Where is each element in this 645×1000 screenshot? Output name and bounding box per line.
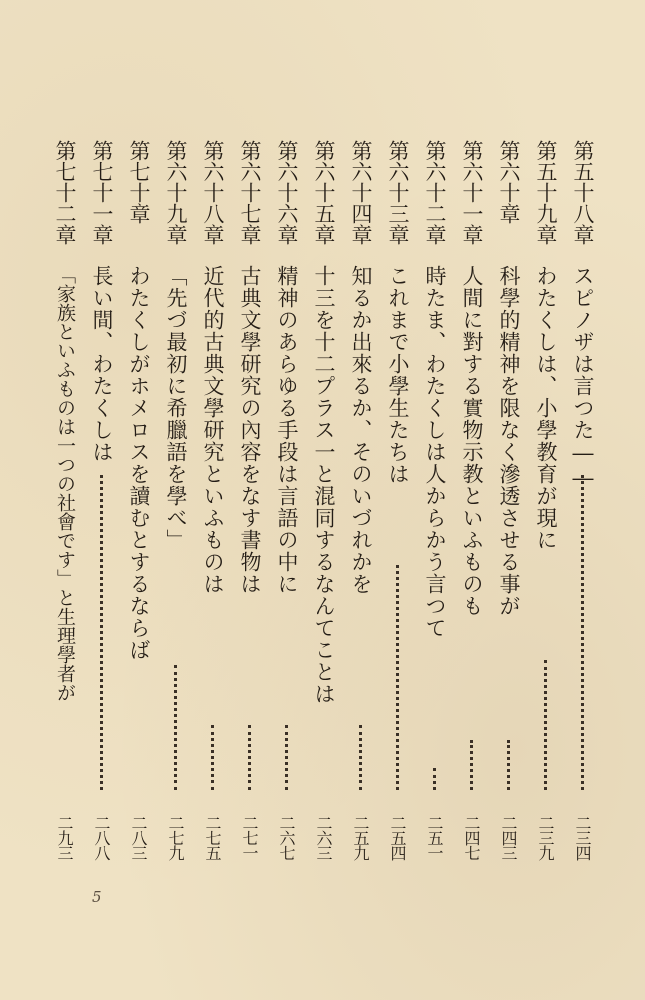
dot-leader <box>544 660 549 790</box>
page-number: 二八八 <box>92 815 111 860</box>
page-number: 二八三 <box>129 815 148 860</box>
chapter-title: 精神のあらゆる手段は言語の中に <box>275 265 299 595</box>
toc-entry[interactable] <box>235 140 264 860</box>
page-number: 二五一 <box>425 815 444 860</box>
page-number: 二七五 <box>203 815 222 860</box>
dot-leader <box>248 725 253 790</box>
page-number: 二五九 <box>351 815 370 860</box>
chapter-title: 人間に對する實物示教といふものも <box>460 265 484 617</box>
toc-entry[interactable] <box>383 140 412 860</box>
chapter-number: 第六十三章 <box>386 140 410 245</box>
page-number: 二三九 <box>536 815 555 860</box>
chapter-title: 時たま、わたくしは人からかう言つて <box>423 265 447 639</box>
dot-leader <box>470 740 475 790</box>
dot-leader <box>100 475 105 790</box>
chapter-number: 第七十一章 <box>90 140 114 245</box>
toc-entry[interactable] <box>309 140 338 860</box>
chapter-title: これまで小學生たちは <box>386 265 410 485</box>
dot-leader <box>433 768 438 790</box>
toc-entry[interactable] <box>568 140 597 860</box>
chapter-title: スピノザは言つた―― <box>571 265 595 491</box>
page-number: 二七九 <box>166 815 185 860</box>
chapter-number: 第七十章 <box>127 140 151 224</box>
chapter-number: 第六十一章 <box>460 140 484 245</box>
toc-entry[interactable] <box>346 140 375 860</box>
chapter-title: 近代的古典文學研究といふものは <box>201 265 225 595</box>
chapter-title: わたくしがホメロスを讀むとするならば <box>127 265 151 661</box>
chapter-number: 第六十五章 <box>312 140 336 245</box>
page-number: 二七一 <box>240 815 259 860</box>
folio-number: 5 <box>92 888 102 906</box>
chapter-title: 「先づ最初に希臘語を學べ」 <box>164 265 188 551</box>
page-number: 二五四 <box>388 815 407 860</box>
dot-leader <box>174 665 179 790</box>
chapter-number: 第六十四章 <box>349 140 373 245</box>
chapter-number: 第六十七章 <box>238 140 262 245</box>
dot-leader <box>581 475 586 790</box>
page-number: 二三四 <box>573 815 592 860</box>
toc-entry[interactable] <box>531 140 560 860</box>
toc-entry[interactable] <box>124 140 153 860</box>
chapter-title: 長い間、わたくしは <box>90 265 114 463</box>
chapter-title: 科學的精神を限なく滲透させる事が <box>497 265 521 617</box>
chapter-number: 第五十九章 <box>534 140 558 245</box>
dot-leader <box>359 725 364 790</box>
chapter-number: 第六十九章 <box>164 140 188 245</box>
page-number: 二九三 <box>55 815 74 860</box>
chapter-title: わたくしは、小學教育が現に <box>534 265 558 551</box>
toc-entry[interactable] <box>50 140 79 860</box>
chapter-title: 「家族といふものは一つの社會です」と生理學者が <box>54 265 76 702</box>
chapter-title: 古典文學研究の內容をなす書物は <box>238 265 262 595</box>
toc-entry[interactable] <box>161 140 190 860</box>
chapter-title: 知るか出來るか、そのいづれかを <box>349 265 373 595</box>
page-number: 二六七 <box>277 815 296 860</box>
chapter-number: 第六十二章 <box>423 140 447 245</box>
table-of-contents <box>50 140 597 860</box>
chapter-number: 第五十八章 <box>571 140 595 245</box>
dot-leader <box>211 725 216 790</box>
chapter-number: 第六十八章 <box>201 140 225 245</box>
dot-leader <box>396 565 401 790</box>
toc-entry[interactable] <box>272 140 301 860</box>
page-number: 二四三 <box>499 815 518 860</box>
page-number: 二四七 <box>462 815 481 860</box>
chapter-number: 第七十二章 <box>53 140 77 245</box>
toc-entry[interactable] <box>198 140 227 860</box>
page-number: 二六三 <box>314 815 333 860</box>
chapter-number: 第六十章 <box>497 140 521 224</box>
toc-entry[interactable] <box>420 140 449 860</box>
dot-leader <box>285 725 290 790</box>
chapter-number: 第六十六章 <box>275 140 299 245</box>
toc-entry[interactable] <box>494 140 523 860</box>
chapter-title: 十三を十二プラス一と混同するなんてことは <box>312 265 336 705</box>
dot-leader <box>507 740 512 790</box>
toc-entry[interactable] <box>87 140 116 860</box>
toc-entry[interactable] <box>457 140 486 860</box>
